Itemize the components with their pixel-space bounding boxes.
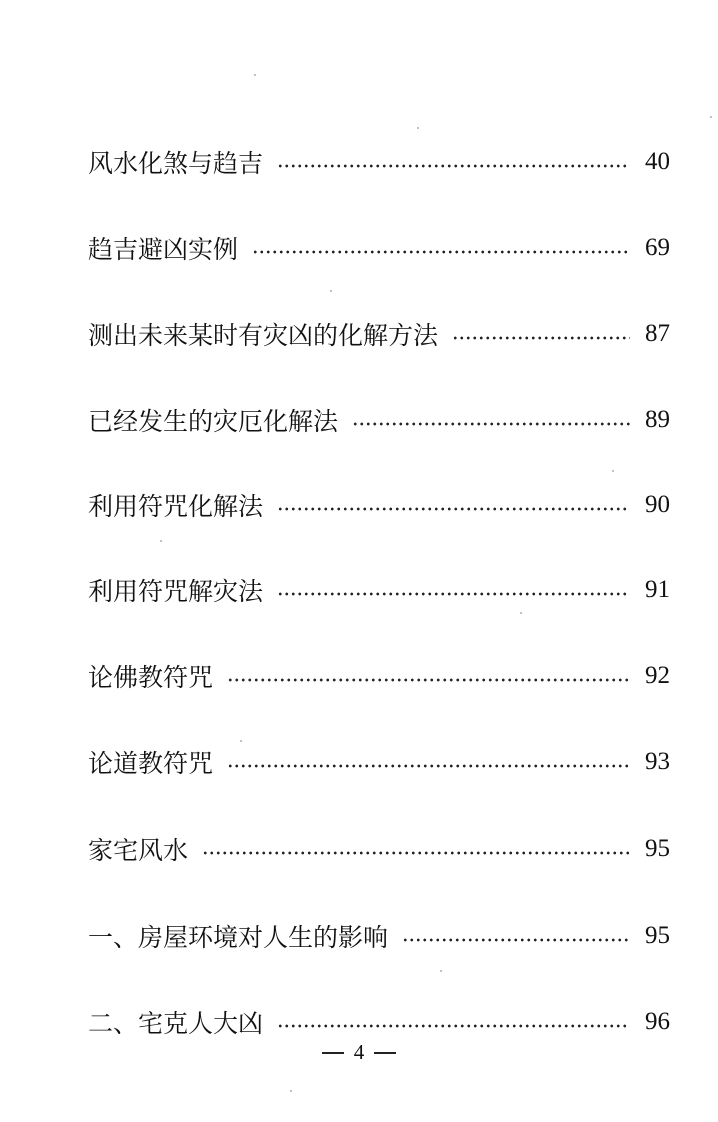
toc-entry-page: 96 xyxy=(645,1008,670,1035)
scan-speck xyxy=(240,740,242,742)
toc-dot-leader xyxy=(352,422,630,426)
toc-dot-leader xyxy=(277,164,630,168)
scan-speck xyxy=(612,470,614,472)
toc-entry-page: 87 xyxy=(645,320,670,347)
toc-entry-page: 69 xyxy=(645,234,670,261)
toc-entry[interactable] xyxy=(88,742,670,782)
toc-entry-page: 92 xyxy=(645,662,670,689)
toc-entry-page: 93 xyxy=(645,748,670,775)
toc-entry-title: 测出未来某时有灾凶的化解方法 xyxy=(88,321,439,350)
scan-speck xyxy=(330,290,332,292)
toc-entry-page: 95 xyxy=(645,835,670,862)
scan-speck xyxy=(290,1090,292,1092)
toc-entry[interactable] xyxy=(88,400,670,440)
toc-dot-leader xyxy=(277,1024,630,1028)
toc-entry[interactable] xyxy=(88,1002,670,1042)
footer-dash-left xyxy=(322,1052,344,1054)
scan-speck xyxy=(254,74,256,76)
toc-entry-page: 40 xyxy=(645,148,670,175)
toc-entry-page: 95 xyxy=(645,922,670,949)
toc-entry[interactable] xyxy=(88,485,670,525)
scan-speck xyxy=(417,127,419,129)
toc-entry-title: 利用符咒化解法 xyxy=(88,492,264,521)
toc-entry-title: 利用符咒解灾法 xyxy=(88,577,264,606)
toc-dot-leader xyxy=(402,938,630,942)
toc-dot-leader xyxy=(252,250,630,254)
scan-speck xyxy=(440,970,442,972)
toc-dot-leader xyxy=(277,592,630,596)
toc-entry[interactable] xyxy=(88,916,670,956)
footer-dash-right xyxy=(374,1052,396,1054)
scan-speck xyxy=(710,116,712,118)
toc-dot-leader xyxy=(452,336,630,340)
toc-dot-leader xyxy=(227,764,630,768)
toc-dot-leader xyxy=(227,678,630,682)
toc-entry-title: 一、房屋环境对人生的影响 xyxy=(88,923,389,952)
toc-entry-title: 论佛教符咒 xyxy=(88,663,214,692)
toc-entry-title: 论道教符咒 xyxy=(88,749,214,778)
page-footer xyxy=(0,1040,718,1065)
toc-dot-leader xyxy=(277,507,630,511)
toc-entry[interactable] xyxy=(88,314,670,354)
toc-entry-title: 二、宅克人大凶 xyxy=(88,1009,264,1038)
toc-entry-page: 91 xyxy=(645,576,670,603)
toc-dot-leader xyxy=(202,851,630,855)
scan-speck xyxy=(520,612,522,614)
toc-entry-title: 风水化煞与趋吉 xyxy=(88,149,264,178)
toc-entry-page: 90 xyxy=(645,491,670,518)
page-number: 4 xyxy=(353,1040,365,1064)
toc-entry[interactable] xyxy=(88,570,670,610)
toc-entry[interactable] xyxy=(88,142,670,182)
toc-entry[interactable] xyxy=(88,228,670,268)
toc-entry[interactable] xyxy=(88,829,670,869)
toc-entry[interactable] xyxy=(88,656,670,696)
toc-entry-title: 趋吉避凶实例 xyxy=(88,235,239,264)
scan-speck xyxy=(160,540,162,542)
toc-entry-page: 89 xyxy=(645,406,670,433)
toc-entry-title: 已经发生的灾厄化解法 xyxy=(88,407,339,436)
toc-entry-title: 家宅风水 xyxy=(88,836,189,865)
